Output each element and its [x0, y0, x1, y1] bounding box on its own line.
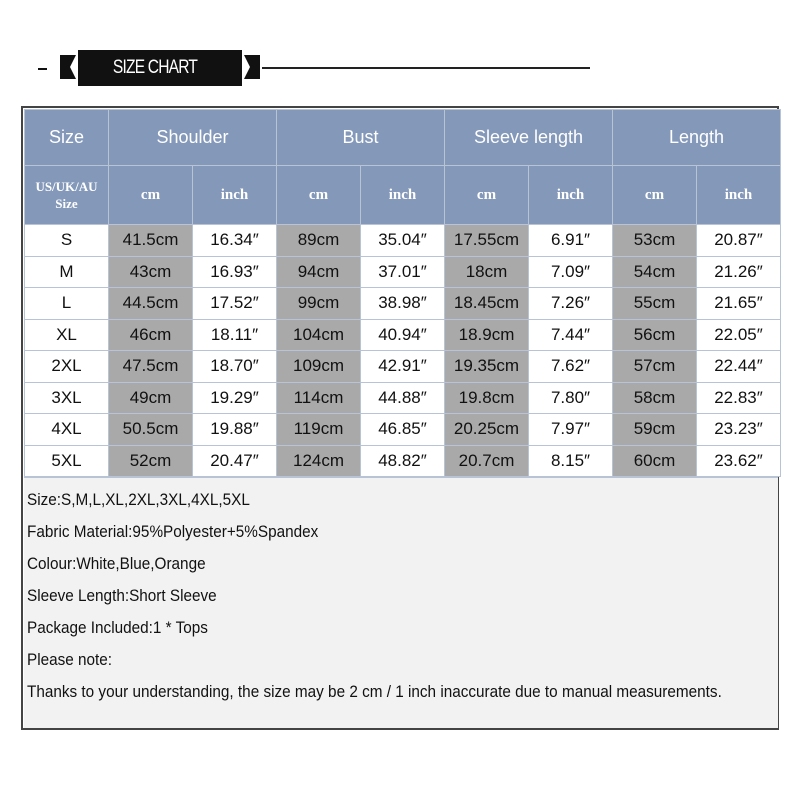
- cell-bust-cm: 94cm: [277, 256, 361, 288]
- table-row: [25, 319, 781, 351]
- unit-sleeve-cm: cm: [445, 166, 529, 225]
- cell-sleeve-inch: 7.62″: [529, 351, 613, 383]
- cell-bust-cm: 119cm: [277, 414, 361, 446]
- cell-sleeve-inch: 7.80″: [529, 382, 613, 414]
- cell-sleeve-cm: 20.25cm: [445, 414, 529, 446]
- banner-dash: [38, 68, 47, 70]
- cell-shoulder-inch: 19.88″: [193, 414, 277, 446]
- cell-shoulder-cm: 50.5cm: [109, 414, 193, 446]
- cell-length-cm: 54cm: [613, 256, 697, 288]
- cell-shoulder-cm: 49cm: [109, 382, 193, 414]
- unit-shoulder-inch: inch: [193, 166, 277, 225]
- cell-length-cm: 58cm: [613, 382, 697, 414]
- cell-bust-cm: 89cm: [277, 225, 361, 257]
- note-sizes: Size:S,M,L,XL,2XL,3XL,4XL,5XL: [27, 490, 250, 509]
- product-notes: [24, 477, 778, 728]
- size-chart-frame: [21, 106, 779, 730]
- size-table: [24, 109, 781, 477]
- cell-sleeve-cm: 17.55cm: [445, 225, 529, 257]
- cell-length-inch: 22.83″: [697, 382, 781, 414]
- cell-bust-cm: 109cm: [277, 351, 361, 383]
- cell-shoulder-inch: 19.29″: [193, 382, 277, 414]
- cell-sleeve-inch: 7.26″: [529, 288, 613, 320]
- cell-shoulder-cm: 41.5cm: [109, 225, 193, 257]
- cell-size: 4XL: [25, 414, 109, 446]
- cell-bust-cm: 114cm: [277, 382, 361, 414]
- cell-size: 2XL: [25, 351, 109, 383]
- size-chart-title: SIZE CHART: [112, 57, 198, 78]
- header-size: Size: [25, 110, 109, 166]
- unit-sleeve-inch: inch: [529, 166, 613, 225]
- cell-sleeve-inch: 7.97″: [529, 414, 613, 446]
- cell-shoulder-cm: 47.5cm: [109, 351, 193, 383]
- cell-sleeve-inch: 8.15″: [529, 445, 613, 477]
- unit-length-inch: inch: [697, 166, 781, 225]
- cell-length-inch: 21.26″: [697, 256, 781, 288]
- header-size-region-line1: US/UK/AU: [35, 179, 98, 194]
- cell-size: L: [25, 288, 109, 320]
- cell-length-cm: 56cm: [613, 319, 697, 351]
- unit-bust-inch: inch: [361, 166, 445, 225]
- cell-length-inch: 20.87″: [697, 225, 781, 257]
- cell-size: XL: [25, 319, 109, 351]
- note-colour: Colour:White,Blue,Orange: [27, 554, 206, 573]
- header-size-region-line2: Size: [55, 196, 78, 211]
- cell-bust-inch: 40.94″: [361, 319, 445, 351]
- banner-line: [262, 67, 590, 69]
- note-disclaimer: Thanks to your understanding, the size may be 2 cm / 1 inch inaccurate due to manual measurements.: [27, 682, 722, 701]
- cell-bust-cm: 99cm: [277, 288, 361, 320]
- cell-length-inch: 23.62″: [697, 445, 781, 477]
- unit-length-cm: cm: [613, 166, 697, 225]
- unit-bust-cm: cm: [277, 166, 361, 225]
- cell-sleeve-cm: 20.7cm: [445, 445, 529, 477]
- cell-size: M: [25, 256, 109, 288]
- cell-sleeve-inch: 7.44″: [529, 319, 613, 351]
- cell-size: 5XL: [25, 445, 109, 477]
- cell-sleeve-cm: 19.8cm: [445, 382, 529, 414]
- cell-shoulder-inch: 18.70″: [193, 351, 277, 383]
- cell-length-inch: 21.65″: [697, 288, 781, 320]
- table-row: [25, 445, 781, 477]
- cell-bust-inch: 37.01″: [361, 256, 445, 288]
- table-row: [25, 225, 781, 257]
- cell-length-inch: 22.44″: [697, 351, 781, 383]
- cell-bust-cm: 124cm: [277, 445, 361, 477]
- cell-length-inch: 22.05″: [697, 319, 781, 351]
- cell-shoulder-cm: 43cm: [109, 256, 193, 288]
- note-fabric: Fabric Material:95%Polyester+5%Spandex: [27, 522, 319, 541]
- note-please-note: Please note:: [27, 650, 113, 669]
- header-row-groups: [25, 110, 781, 166]
- cell-length-cm: 55cm: [613, 288, 697, 320]
- cell-length-cm: 60cm: [613, 445, 697, 477]
- cell-shoulder-inch: 20.47″: [193, 445, 277, 477]
- cell-sleeve-cm: 18.9cm: [445, 319, 529, 351]
- cell-sleeve-cm: 18.45cm: [445, 288, 529, 320]
- cell-bust-cm: 104cm: [277, 319, 361, 351]
- cell-bust-inch: 46.85″: [361, 414, 445, 446]
- cell-shoulder-cm: 52cm: [109, 445, 193, 477]
- cell-length-cm: 57cm: [613, 351, 697, 383]
- header-size-region: [25, 166, 109, 225]
- cell-bust-inch: 42.91″: [361, 351, 445, 383]
- cell-shoulder-inch: 18.11″: [193, 319, 277, 351]
- cell-bust-inch: 44.88″: [361, 382, 445, 414]
- cell-length-cm: 59cm: [613, 414, 697, 446]
- cell-sleeve-cm: 18cm: [445, 256, 529, 288]
- header-bust: Bust: [277, 110, 445, 166]
- table-row: [25, 288, 781, 320]
- note-package: Package Included:1 * Tops: [27, 618, 208, 637]
- cell-size: 3XL: [25, 382, 109, 414]
- note-sleeve-length: Sleeve Length:Short Sleeve: [27, 586, 217, 605]
- cell-shoulder-inch: 16.34″: [193, 225, 277, 257]
- header-row-units: [25, 166, 781, 225]
- header-shoulder: Shoulder: [109, 110, 277, 166]
- cell-size: S: [25, 225, 109, 257]
- cell-shoulder-inch: 17.52″: [193, 288, 277, 320]
- cell-sleeve-inch: 6.91″: [529, 225, 613, 257]
- cell-length-inch: 23.23″: [697, 414, 781, 446]
- cell-sleeve-cm: 19.35cm: [445, 351, 529, 383]
- header-length: Length: [613, 110, 781, 166]
- cell-bust-inch: 35.04″: [361, 225, 445, 257]
- cell-shoulder-inch: 16.93″: [193, 256, 277, 288]
- unit-shoulder-cm: cm: [109, 166, 193, 225]
- table-row: [25, 256, 781, 288]
- cell-sleeve-inch: 7.09″: [529, 256, 613, 288]
- cell-length-cm: 53cm: [613, 225, 697, 257]
- table-row: [25, 351, 781, 383]
- table-row: [25, 414, 781, 446]
- cell-shoulder-cm: 44.5cm: [109, 288, 193, 320]
- cell-shoulder-cm: 46cm: [109, 319, 193, 351]
- header-sleeve-length: Sleeve length: [445, 110, 613, 166]
- size-chart-banner: [0, 0, 800, 110]
- cell-bust-inch: 48.82″: [361, 445, 445, 477]
- table-row: [25, 382, 781, 414]
- cell-bust-inch: 38.98″: [361, 288, 445, 320]
